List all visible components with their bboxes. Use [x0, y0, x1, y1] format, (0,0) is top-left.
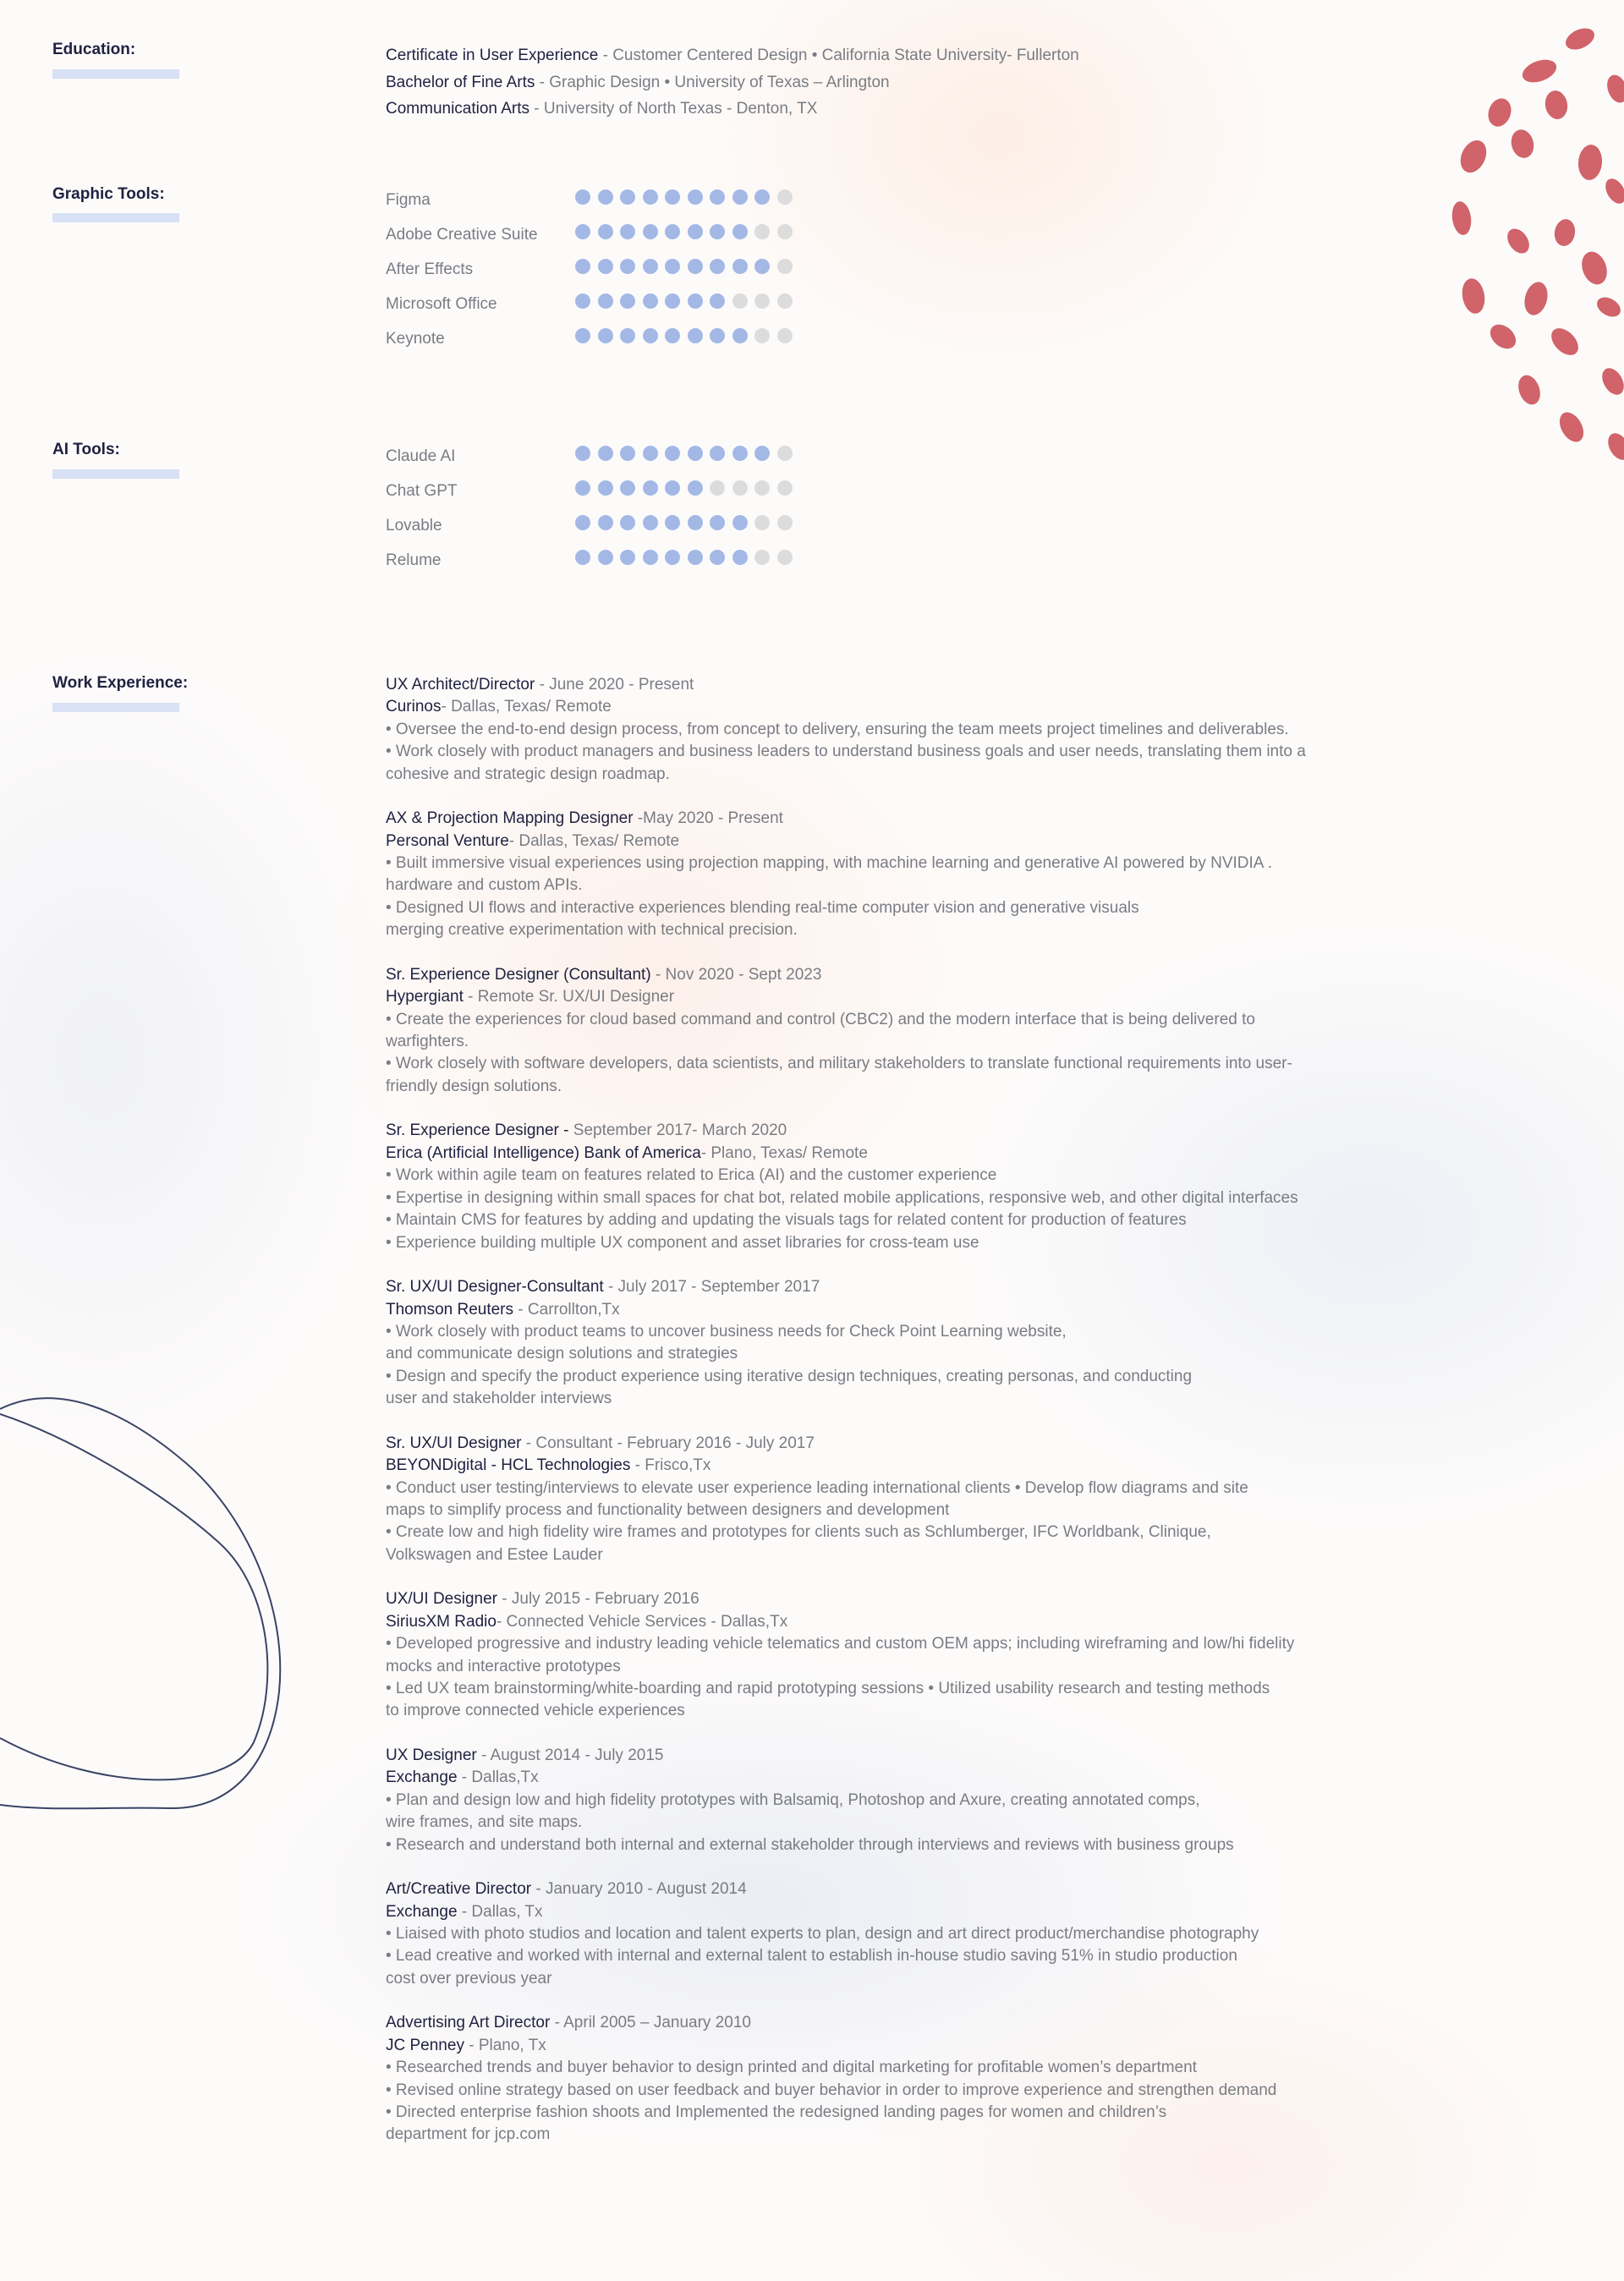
degree: Certificate in User Experience [386, 47, 599, 64]
job-bullet: • Create low and high fidelity wire frames and prototypes for clients such as Schlumberger, IFC Worldbank, Clinique, Volkswagen and Estee Lauder [386, 1523, 1211, 1564]
skill-name: Chat GPT [386, 482, 458, 500]
rating-dot-filled [688, 446, 703, 461]
rating-dot-filled [732, 515, 748, 530]
decor-speck [1456, 136, 1491, 177]
rating-dot-filled [688, 259, 703, 274]
rating-dot-filled [688, 480, 703, 496]
decor-speck [1508, 127, 1537, 161]
skill-name: Relume [386, 551, 442, 569]
rating-dot-filled [732, 446, 748, 461]
skill-name: Adobe Creative Suite [386, 226, 538, 244]
rating-dot-empty [777, 480, 793, 496]
decor-speck [1519, 56, 1560, 87]
job-bullet: • Designed UI flows and interactive experiences blending real-time computer vision and generative visuals merging creative experimentation with technical precision. [386, 898, 1139, 940]
job-dates: - April 2005 – January 2010 [550, 2014, 751, 2032]
rating-dot-filled [643, 446, 658, 461]
job-company: SiriusXM Radio [386, 1612, 497, 1631]
rating-dot-filled [643, 328, 658, 343]
rating-dot-empty [777, 259, 793, 274]
job-company: BEYONDigital - HCL Technologies [386, 1456, 631, 1475]
decor-speck [1555, 408, 1588, 447]
rating-dot-empty [754, 293, 770, 309]
skill-rating [575, 224, 793, 239]
rating-dot-filled [598, 259, 613, 274]
job-company: Thomson Reuters [386, 1300, 514, 1319]
rating-dot-empty [777, 189, 793, 205]
rating-dot-filled [665, 293, 680, 309]
rating-dot-filled [643, 515, 658, 530]
job-entry [386, 1433, 1435, 1566]
rating-dot-filled [688, 189, 703, 205]
rating-dot-filled [575, 480, 590, 496]
job-bullet: • Developed progressive and industry leading vehicle telematics and custom OEM apps; including wireframing and low/hi fidelity mocks and interactive prototypes [386, 1635, 1295, 1675]
degree-details: - Graphic Design • University of Texas – Arlington [535, 73, 890, 91]
education-heading: Education: [52, 41, 136, 58]
rating-dot-filled [732, 224, 748, 239]
job-location: - Remote Sr. UX/UI Designer [463, 988, 675, 1006]
job-bullet: • Maintain CMS for features by adding and updating the visuals tags for related content for production of features [386, 1211, 1187, 1230]
job-bullet: • Experience building multiple UX component and asset libraries for cross-team use [386, 1233, 979, 1252]
job-dates: - January 2010 - August 2014 [531, 1880, 747, 1899]
decor-speck [1577, 248, 1611, 288]
rating-dot-empty [754, 550, 770, 565]
skill-rating [575, 328, 793, 343]
decor-speck [1604, 430, 1624, 463]
rating-dot-filled [754, 259, 770, 274]
rating-dot-filled [732, 328, 748, 343]
job-dates: September 2017- March 2020 [568, 1121, 787, 1140]
decor-speck [1503, 225, 1533, 258]
job-entry [386, 1745, 1435, 1856]
job-bullet: • Built immersive visual experiences using projection mapping, with machine learning and generative AI powered by NVIDIA . hardware and custom APIs. [386, 854, 1272, 895]
education-list [386, 42, 1079, 123]
rating-dot-empty [777, 224, 793, 239]
rating-dot-filled [598, 293, 613, 309]
job-company: Personal Venture [386, 831, 509, 850]
job-bullet: • Revised online strategy based on user feedback and buyer behavior in order to improve experience and strengthen demand [386, 2081, 1277, 2099]
job-location: - Plano, Tx [464, 2036, 546, 2054]
graphic-tools-heading: Graphic Tools: [52, 185, 165, 203]
education-underline [52, 69, 179, 79]
job-company: JC Penney [386, 2036, 464, 2054]
decor-speck [1601, 175, 1624, 207]
rating-dot-filled [620, 189, 635, 205]
degree: Communication Arts [386, 100, 530, 118]
skill-rating [575, 189, 793, 205]
job-bullet: • Led UX team brainstorming/white-boarding and rapid prototyping sessions • Utilized usability research and testing methods to improve connected vehicle experiences [386, 1679, 1270, 1720]
work-experience-heading: Work Experience: [52, 674, 189, 692]
rating-dot-filled [688, 224, 703, 239]
job-title: UX Architect/Director [386, 676, 535, 694]
rating-dot-filled [598, 550, 613, 565]
work-experience-underline [52, 703, 179, 712]
job-title: Advertising Art Director [386, 2014, 551, 2032]
decorative-line-art [0, 1387, 304, 1827]
job-bullet: • Create the experiences for cloud based command and control (CBC2) and the modern interface that is being delivered to warfighters. [386, 1010, 1255, 1051]
rating-dot-filled [665, 224, 680, 239]
rating-dot-filled [710, 550, 725, 565]
decor-speck [1521, 279, 1550, 317]
job-location: - Plano, Texas/ Remote [700, 1143, 868, 1162]
rating-dot-filled [620, 446, 635, 461]
rating-dot-empty [777, 515, 793, 530]
rating-dot-filled [710, 224, 725, 239]
skill-rating [575, 293, 793, 309]
rating-dot-filled [665, 446, 680, 461]
rating-dot-filled [688, 293, 703, 309]
job-dates: - Consultant - February 2016 - July 2017 [521, 1434, 815, 1452]
decor-speck [1543, 89, 1570, 121]
job-entry [386, 2012, 1435, 2146]
skill-rating [575, 480, 793, 496]
job-title: UX Designer [386, 1746, 477, 1764]
job-bullet: • Oversee the end-to-end design process, from concept to delivery, ensuring the team meets project timelines and deliverables. [386, 720, 1289, 738]
rating-dot-filled [732, 259, 748, 274]
rating-dot-filled [665, 480, 680, 496]
skill-name: Microsoft Office [386, 295, 497, 313]
rating-dot-filled [688, 515, 703, 530]
skill-name: Claude AI [386, 447, 456, 465]
rating-dot-filled [710, 515, 725, 530]
skill-rating [575, 446, 793, 461]
decor-speck [1562, 24, 1598, 53]
rating-dot-filled [620, 480, 635, 496]
rating-dot-filled [575, 515, 590, 530]
job-bullet: • Plan and design low and high fidelity prototypes with Balsamiq, Photoshop and Axure, creating annotated comps, wire frames, and site maps. [386, 1790, 1200, 1832]
education-item [386, 96, 1079, 123]
job-entry [386, 1878, 1435, 1990]
skill-rating [575, 515, 793, 530]
job-bullet: • Work closely with product managers and business leaders to understand business goals and user needs, translating them into a cohesive and strategic design roadmap. [386, 743, 1306, 783]
decorative-dots-pattern [1438, 17, 1624, 474]
rating-dot-filled [710, 446, 725, 461]
job-dates: - June 2020 - Present [535, 676, 694, 694]
rating-dot-filled [643, 480, 658, 496]
job-title: Art/Creative Director [386, 1880, 532, 1899]
rating-dot-filled [620, 224, 635, 239]
job-location: - Dallas, Texas/ Remote [441, 698, 612, 716]
decor-line-loop-outer [0, 1398, 280, 1808]
decor-speck [1552, 217, 1577, 248]
rating-dot-filled [620, 550, 635, 565]
decor-speck [1546, 323, 1583, 360]
job-company: Erica (Artificial Intelligence) Bank of America [386, 1143, 701, 1162]
job-title: Sr. UX/UI Designer-Consultant [386, 1278, 604, 1297]
rating-dot-filled [643, 550, 658, 565]
rating-dot-filled [598, 224, 613, 239]
decor-speck [1485, 320, 1520, 354]
rating-dot-filled [620, 328, 635, 343]
rating-dot-empty [754, 224, 770, 239]
job-bullet: • Researched trends and buyer behavior to design printed and digital marketing for profitable women’s department [386, 2059, 1197, 2077]
job-bullet: • Expertise in designing within small spaces for chat bot, related mobile applications, responsive web, and other digital interfaces [386, 1188, 1298, 1207]
rating-dot-filled [575, 293, 590, 309]
rating-dot-filled [665, 189, 680, 205]
rating-dot-filled [710, 328, 725, 343]
job-entry [386, 674, 1435, 786]
rating-dot-empty [754, 480, 770, 496]
graphic-tools-underline [52, 213, 179, 222]
rating-dot-filled [688, 550, 703, 565]
ai-tools-heading: AI Tools: [52, 441, 120, 458]
degree: Bachelor of Fine Arts [386, 73, 535, 91]
skill-rating [575, 259, 793, 274]
rating-dot-filled [598, 328, 613, 343]
rating-dot-empty [754, 328, 770, 343]
job-location: - Dallas,Tx [457, 1768, 539, 1787]
job-dates: - Nov 2020 - Sept 2023 [650, 965, 822, 984]
job-entry [386, 964, 1435, 1098]
job-dates: - August 2014 - July 2015 [476, 1746, 664, 1764]
job-title: AX & Projection Mapping Designer [386, 809, 634, 828]
rating-dot-filled [732, 550, 748, 565]
rating-dot-filled [643, 259, 658, 274]
job-location: - Dallas, Texas/ Remote [508, 831, 680, 850]
job-entry [386, 808, 1435, 941]
job-location: - Connected Vehicle Services - Dallas,Tx [496, 1612, 788, 1631]
rating-dot-filled [575, 189, 590, 205]
rating-dot-filled [643, 189, 658, 205]
job-bullet: • Lead creative and worked with internal and external talent to establish in-house studio saving 51% in studio production cost over previous year [386, 1947, 1237, 1988]
education-item [386, 69, 1079, 96]
decor-speck [1460, 277, 1488, 315]
rating-dot-filled [688, 328, 703, 343]
job-title: UX/UI Designer [386, 1590, 497, 1609]
degree-details: - Customer Centered Design • California State University- Fullerton [598, 47, 1079, 64]
education-item [386, 42, 1079, 69]
rating-dot-filled [754, 446, 770, 461]
job-dates: - July 2017 - September 2017 [603, 1278, 820, 1297]
rating-dot-filled [754, 189, 770, 205]
rating-dot-filled [732, 189, 748, 205]
decor-speck [1577, 144, 1604, 181]
job-bullet: • Design and specify the product experience using iterative design techniques, creating personas, and conducting user and stakeholder interviews [386, 1367, 1193, 1408]
decor-speck [1515, 372, 1544, 408]
skill-name: Figma [386, 191, 431, 209]
rating-dot-filled [620, 515, 635, 530]
job-bullet: • Conduct user testing/interviews to elevate user experience leading international clients • Develop flow diagrams and site maps to simplify process and functionality between designers and development [386, 1478, 1248, 1519]
job-company: Hypergiant [386, 988, 464, 1006]
job-company: Curinos [386, 698, 442, 716]
job-location: - Dallas, Tx [457, 1902, 543, 1921]
job-title: Sr. Experience Designer (Consultant) [386, 965, 651, 984]
job-bullet: • Liaised with photo studios and location and talent experts to plan, design and art direct product/merchandise photography [386, 1925, 1259, 1943]
job-location: - Frisco,Tx [630, 1456, 711, 1475]
rating-dot-filled [575, 259, 590, 274]
job-location: - Carrollton,Tx [513, 1300, 620, 1319]
job-bullet: • Work closely with software developers, data scientists, and military stakeholders to translate functional requirements into user- friendly design solutions. [386, 1055, 1292, 1095]
rating-dot-empty [777, 328, 793, 343]
decor-speck [1594, 293, 1624, 321]
work-experience-list [386, 674, 1435, 2169]
job-entry [386, 1120, 1435, 1253]
rating-dot-filled [643, 293, 658, 309]
decor-speck [1598, 365, 1624, 398]
job-company: Exchange [386, 1768, 458, 1787]
job-entry [386, 1588, 1435, 1722]
job-bullet: • Directed enterprise fashion shoots and Implemented the redesigned landing pages for women and children’s department for jcp.com [386, 2103, 1167, 2144]
rating-dot-empty [732, 293, 748, 309]
skill-name: Lovable [386, 517, 442, 535]
rating-dot-empty [777, 550, 793, 565]
rating-dot-filled [598, 189, 613, 205]
rating-dot-filled [620, 259, 635, 274]
decor-line-loop-inner [0, 1414, 267, 1779]
rating-dot-filled [575, 224, 590, 239]
rating-dot-filled [598, 515, 613, 530]
rating-dot-filled [665, 550, 680, 565]
rating-dot-filled [665, 259, 680, 274]
skill-rating [575, 550, 793, 565]
job-bullet: • Research and understand both internal and external stakeholder through interviews and reviews with business groups [386, 1835, 1234, 1854]
rating-dot-empty [777, 293, 793, 309]
job-title: Sr. UX/UI Designer [386, 1434, 522, 1452]
job-title: Sr. Experience Designer - [386, 1121, 569, 1140]
decor-speck [1450, 200, 1473, 237]
rating-dot-filled [710, 189, 725, 205]
rating-dot-empty [710, 480, 725, 496]
rating-dot-empty [732, 480, 748, 496]
job-dates: - July 2015 - February 2016 [497, 1590, 700, 1609]
job-company: Exchange [386, 1902, 458, 1921]
rating-dot-filled [665, 328, 680, 343]
rating-dot-filled [620, 293, 635, 309]
rating-dot-filled [710, 293, 725, 309]
rating-dot-filled [575, 550, 590, 565]
rating-dot-filled [665, 515, 680, 530]
rating-dot-filled [643, 224, 658, 239]
decor-speck [1484, 96, 1515, 130]
job-bullet: • Work closely with product teams to uncover business needs for Check Point Learning website, and communicate design solutions and strategies [386, 1322, 1067, 1363]
decor-speck [1604, 72, 1624, 105]
skill-name: After Effects [386, 260, 474, 278]
rating-dot-filled [598, 480, 613, 496]
job-dates: -May 2020 - Present [633, 809, 783, 828]
job-bullet: • Work within agile team on features related to Erica (AI) and the customer experience [386, 1166, 997, 1185]
rating-dot-filled [575, 446, 590, 461]
rating-dot-filled [575, 328, 590, 343]
ai-tools-underline [52, 469, 179, 479]
skill-name: Keynote [386, 330, 445, 348]
rating-dot-filled [598, 446, 613, 461]
rating-dot-empty [754, 515, 770, 530]
job-entry [386, 1276, 1435, 1410]
degree-details: - University of North Texas - Denton, TX [529, 100, 818, 118]
rating-dot-filled [710, 259, 725, 274]
rating-dot-empty [777, 446, 793, 461]
